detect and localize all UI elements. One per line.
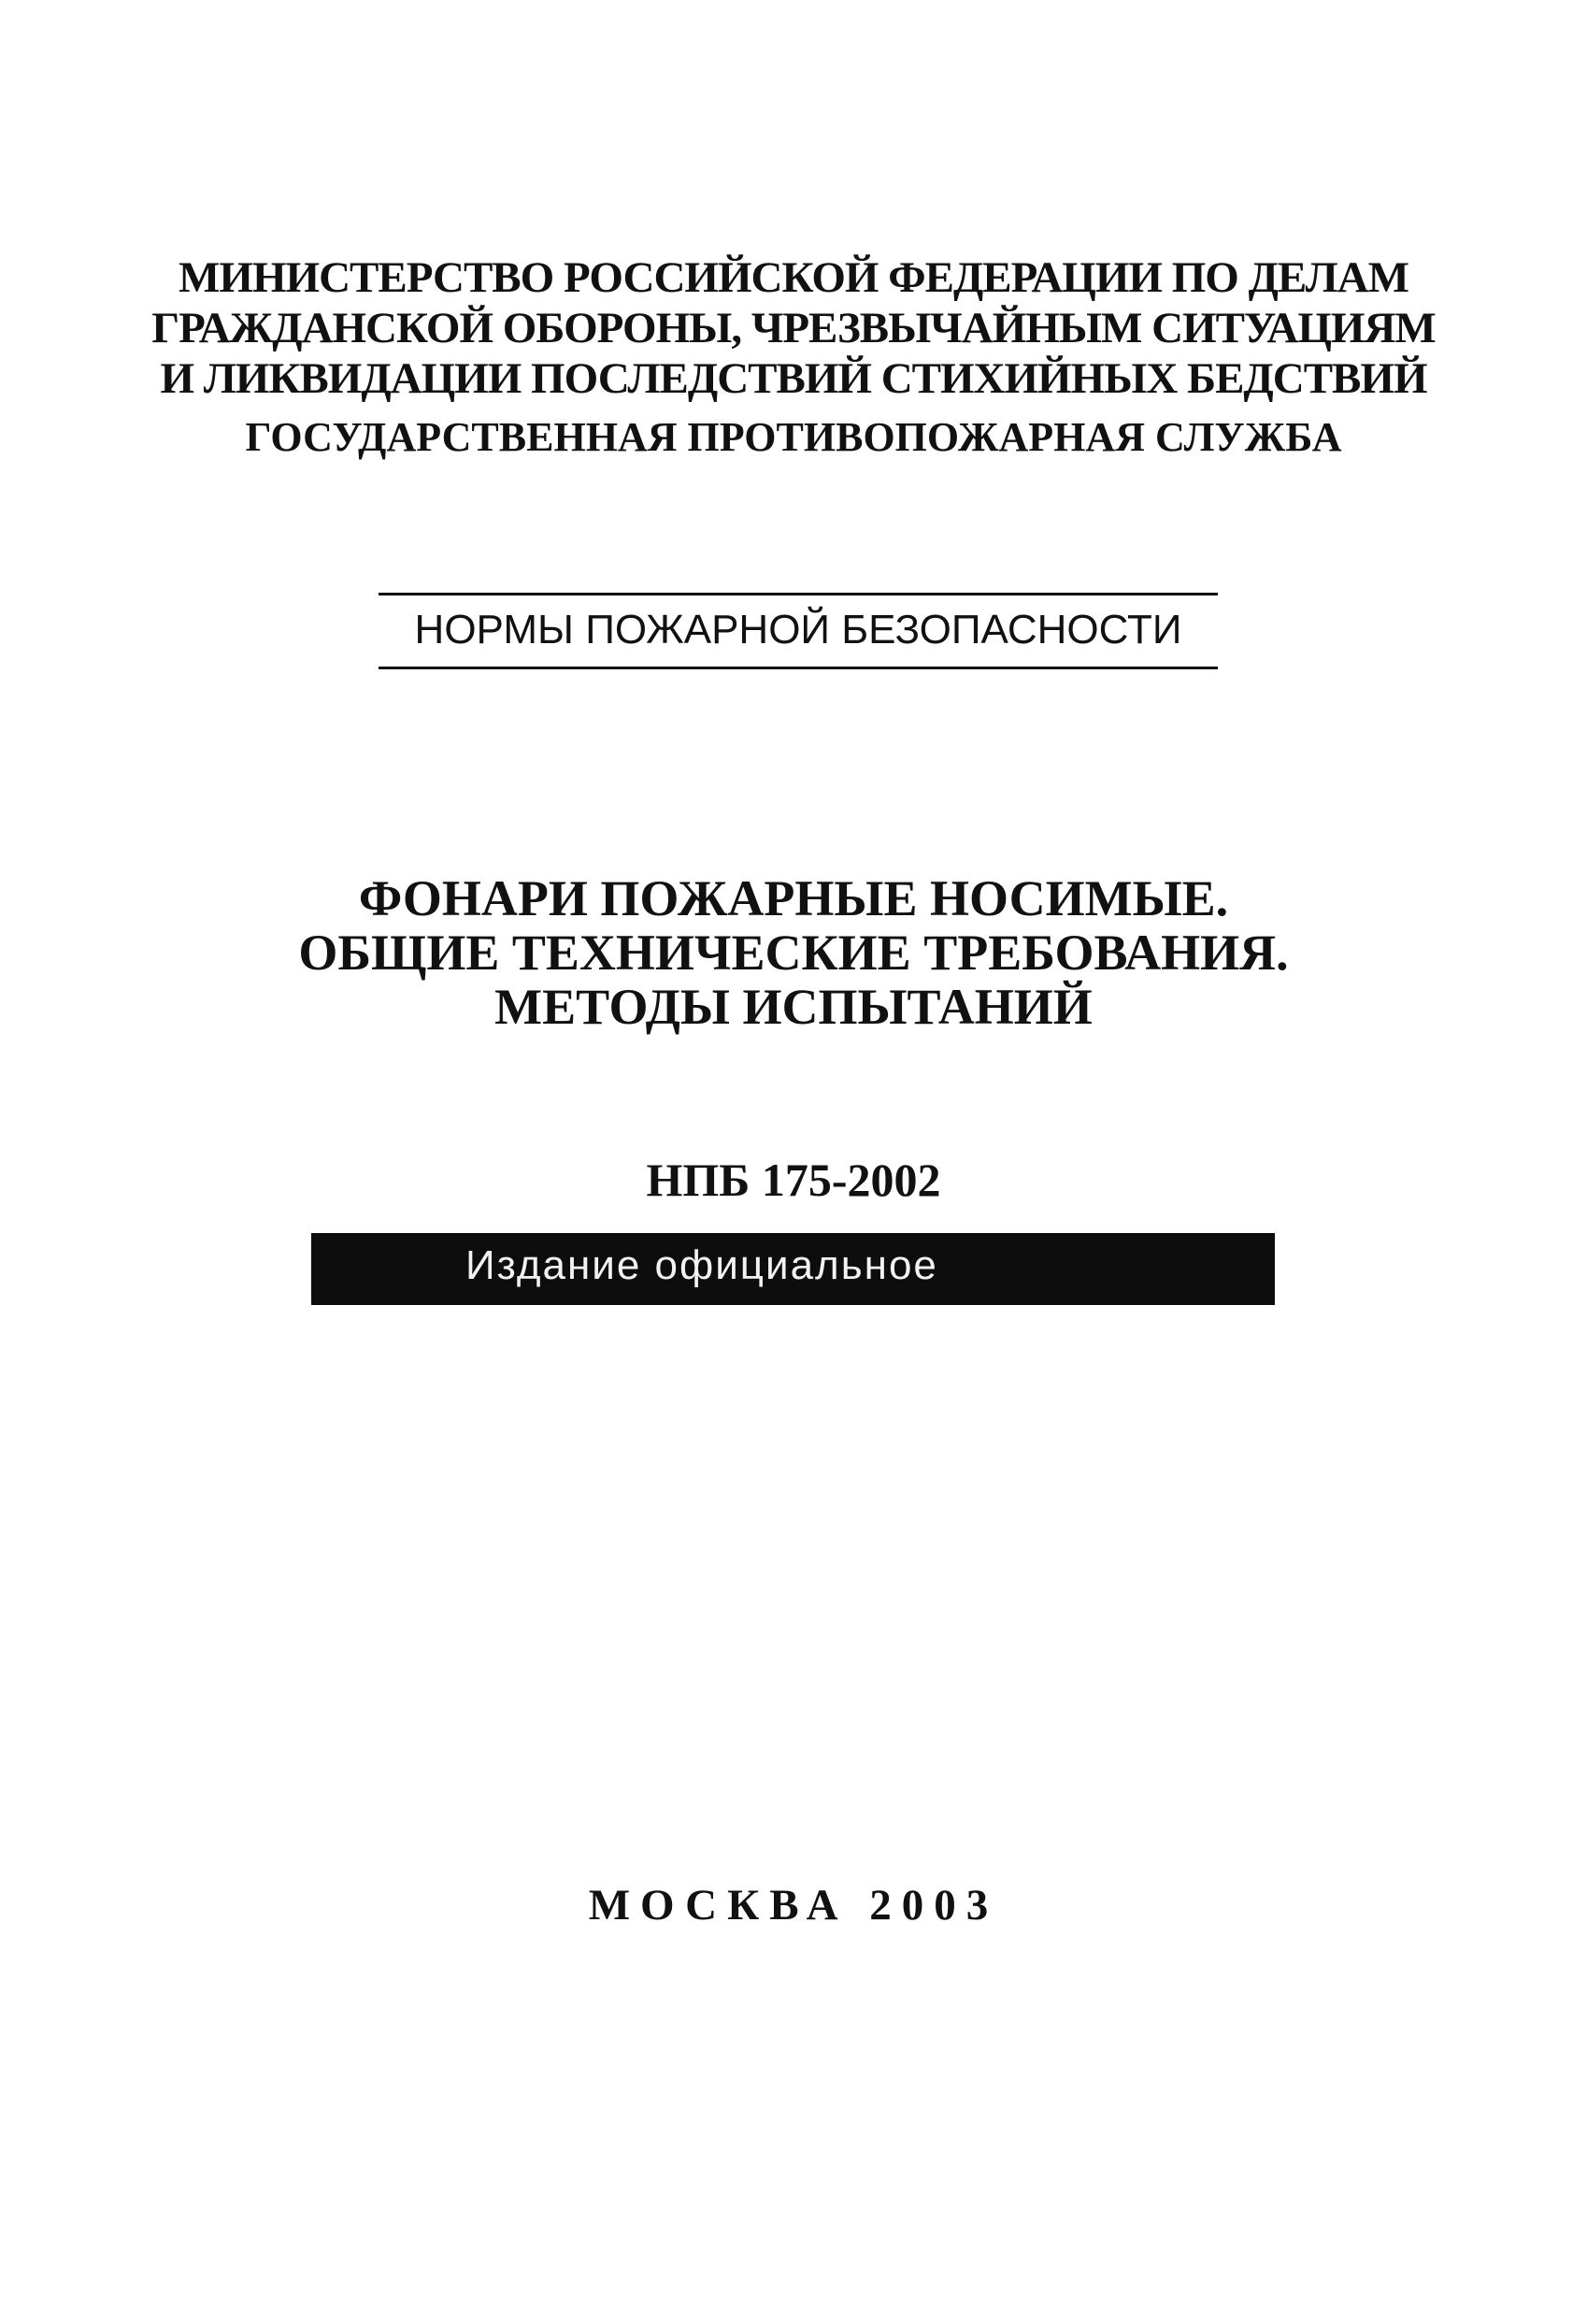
service-heading: ГОСУДАРСТВЕННАЯ ПРОТИВОПОЖАРНАЯ СЛУЖБА <box>245 414 1342 460</box>
city-year: МОСКВА 2003 <box>588 1881 999 1929</box>
ministry-line-2: ГРАЖДАНСКОЙ ОБОРОНЫ, ЧРЕЗВЫЧАЙНЫМ СИТУАЦИЯМ <box>151 304 1436 352</box>
norms-top-rule <box>379 593 1218 595</box>
title-line-1: ФОНАРИ ПОЖАРНЫЕ НОСИМЫЕ. <box>358 870 1229 926</box>
ministry-line-1: МИНИСТЕРСТВО РОССИЙСКОЙ ФЕДЕРАЦИИ ПО ДЕЛАМ <box>179 253 1408 302</box>
title-line-2: ОБЩИЕ ТЕХНИЧЕСКИЕ ТРЕБОВАНИЯ. <box>298 925 1289 981</box>
document-code: НПБ 175-2002 <box>646 1154 941 1206</box>
ministry-heading <box>0 252 1587 404</box>
norms-bottom-rule <box>379 667 1218 669</box>
norms-label: НОРМЫ ПОЖАРНОЙ БЕЗОПАСНОСТИ <box>414 607 1182 653</box>
ministry-line-3: И ЛИКВИДАЦИИ ПОСЛЕДСТВИЙ СТИХИЙНЫХ БЕДСТВИЙ <box>160 354 1427 403</box>
title-line-3: МЕТОДЫ ИСПЫТАНИЙ <box>494 979 1093 1035</box>
edition-label: Издание официальное <box>465 1242 938 1288</box>
document-title <box>0 871 1587 1034</box>
edition-banner <box>311 1233 1275 1305</box>
